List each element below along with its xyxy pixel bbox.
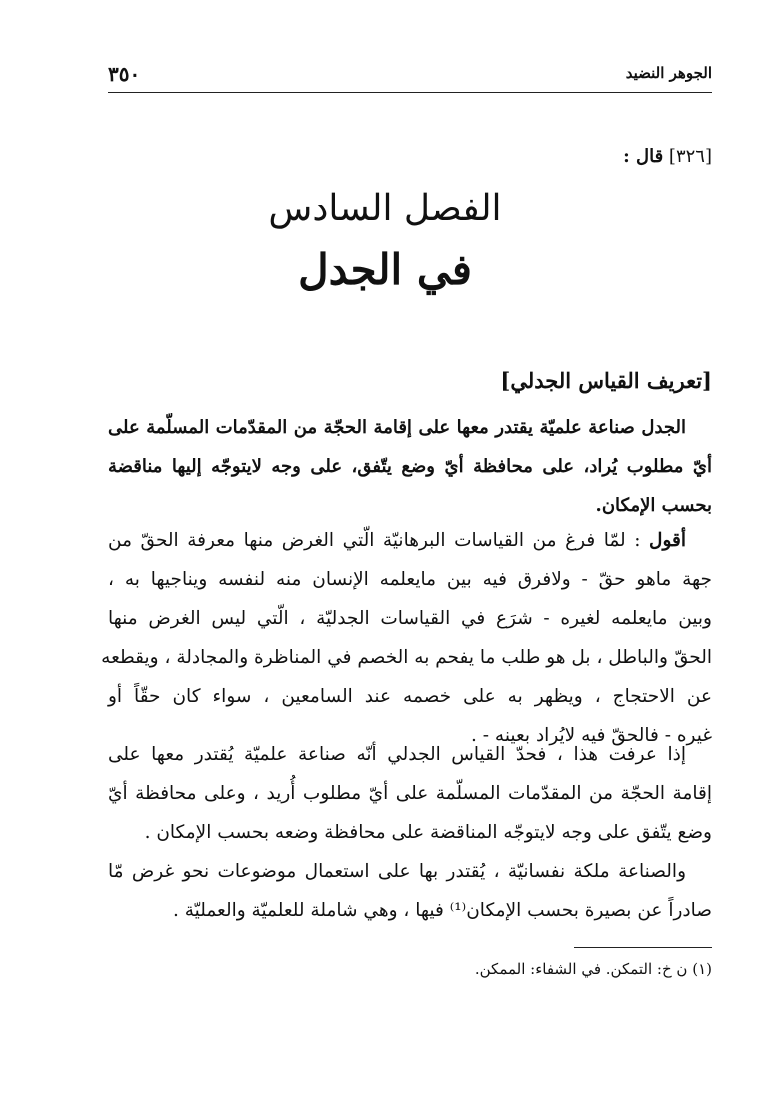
header-rule <box>108 92 712 93</box>
matn-paragraph <box>108 408 712 525</box>
text-span: : لمّا فرغ من القياسات البرهانيّة الّتي الغرض منها معرفة الحقّ من <box>108 530 641 551</box>
definition-paragraph <box>108 735 712 852</box>
text-line: أيّ مطلوب يُراد، على محافظة أيّ وضع يتّفق، على وجه لايتوجّه إليها مناقضة <box>108 456 712 477</box>
section-heading: [تعريف القياس الجدلي] <box>500 368 712 393</box>
text-line: إقامة الحجّة من المقدّمات المسلّمة على أيّ مطلوب أُريد ، وعلى محافظة أيّ <box>108 783 712 804</box>
page-number: ٣٥٠ <box>108 62 141 86</box>
text-line: غيره - فالحقّ فيه لايُراد بعينه - . <box>471 725 712 746</box>
text-line: والصناعة ملكة نفسانيّة ، يُقتدر بها على استعمال موضوعات نحو غرض مّا <box>108 861 686 882</box>
text-line: وضع يتّفق على وجه لايتوجّه المناقضة على محافظة وضعه بحسب الإمكان . <box>144 822 712 843</box>
footnote: (١) ن خ: التمكن. في الشفاء: الممكن. <box>474 960 712 978</box>
page-header <box>108 62 712 88</box>
running-title: الجوهر النضيد <box>625 64 712 82</box>
text-line: عن الاحتجاج ، ويظهر به على خصمه عند السامعين ، سواء كان حقّاً أو <box>108 686 712 707</box>
text-line: بحسب الإمكان. <box>595 495 712 516</box>
chapter-subtitle: في الجدل <box>298 245 472 294</box>
text-line: وبين مايعلمه لغيره - شرَع في القياسات الجدليّة ، الّتي ليس الغرض منها <box>108 608 712 629</box>
qal-label: قال : <box>623 146 664 167</box>
text-line: صادراً عن بصيرة بحسب الإمكان⁽¹⁾ فيها ، وهي شاملة للعلميّة والعمليّة . <box>172 900 712 921</box>
text-line: الحقّ والباطل ، بل هو طلب ما يفحم به الخصم في المناظرة والمجادلة ، ويقطعه <box>101 647 712 668</box>
aqulu-label: أقول <box>649 530 686 551</box>
text-line <box>108 521 712 560</box>
footnote-rule <box>574 947 712 948</box>
text-line: إذا عرفت هذا ، فحدّ القياس الجدلي أنّه صناعة علميّة يُقتدر معها على <box>108 744 686 765</box>
sharh-paragraph <box>101 521 712 755</box>
qal-marker <box>623 146 712 167</box>
qal-number: [٣٢٦] <box>668 146 712 167</box>
text-line: الجدل صناعة علميّة يقتدر معها على إقامة الحجّة من المقدّمات المسلّمة على <box>108 417 686 438</box>
chapter-title: الفصل السادس <box>268 188 502 229</box>
text-line: جهة ماهو حقّ - ولافرق فيه بين مايعلمه الإنسان منه لنفسه ويناجيها به ، <box>108 569 712 590</box>
craft-paragraph <box>108 852 712 930</box>
